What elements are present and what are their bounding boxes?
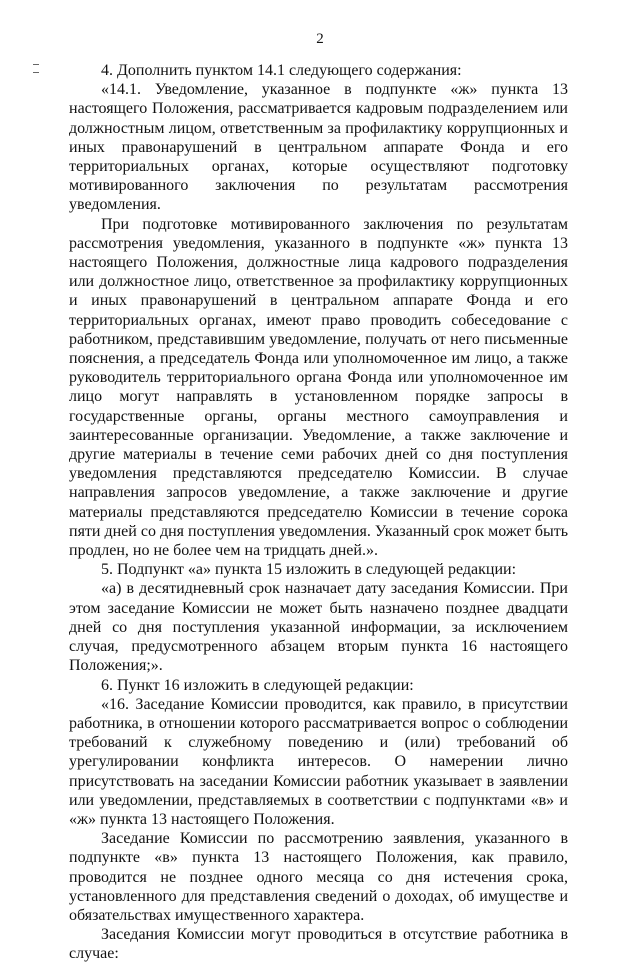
paragraph: «а) в десятидневный срок назначает дату заседания Комиссии. При этом заседание Комиссии не может быть назначено позднее двадцати дней со дня поступления указанной информации, за исключением случая, предусмотренного абзацем вторым пункта 16 настоящего Положения;». <box>69 580 568 675</box>
paragraph: 5. Подпункт «а» пункта 15 изложить в следующей редакции: <box>101 561 517 579</box>
paragraph: «14.1. Уведомление, указанное в подпункте «ж» пункта 13 настоящего Положения, рассматривается кадровым подразделением или должностным лицом, ответственным за профилактику коррупционных и иных правонарушений в центральном аппарате Фонда и его территориальных органах, которые осуществляют подготовку мотивированного заключения по результатам рассмотрения уведомления. <box>69 81 568 214</box>
paragraph: 6. Пункт 16 изложить в следующей редакции: <box>101 676 414 694</box>
margin-mark <box>33 64 39 65</box>
document-body <box>69 61 568 964</box>
paragraph: При подготовке мотивированного заключения по результатам рассмотрения уведомления, указанного в подпункте «ж» пункта 13 настоящего Положения, должностные лица кадрового подразделения или должностное лицо, ответственное за профилактику коррупционных и иных правонарушений в центральном аппарате Фонда и его территориальных органах, имеют право проводить собеседование с работником, представившим уведомление, получать от него письменные пояснения, а председатель Фонда или уполномоченное им лицо, а также руководитель территориального органа Фонда или уполномоченное им лицо могут направлять в установленном порядке запросы в государственные органы, органы местного самоуправления и заинтересованные организации. Уведомление, а также заключение и другие материалы в течение семи рабочих дней со дня поступления уведомления представляются председателю Комиссии. В случае направления запросов уведомление, а также заключение и другие материалы представляются председателю Комиссии в течение сорока пяти дней со дня поступления уведомления. Указанный срок может быть продлен, но не более чем на тридцать дней.». <box>69 215 568 560</box>
paragraph: Заседания Комиссии могут проводиться в отсутствие работника в случае: <box>69 926 568 963</box>
paragraph: Заседание Комиссии по рассмотрению заявления, указанного в подпункте «в» пункта 13 настоящего Положения, как правило, проводится не позднее одного месяца со дня истечения срока, установленного для представления сведений о доходах, об имуществе и обязательствах имущественного характера. <box>69 830 568 924</box>
paragraph: «16. Заседание Комиссии проводится, как правило, в присутствии работника, в отношении которого рассматривается вопрос о соблюдении требований к служебному поведению и (или) требований об урегулировании конфликта интересов. О намерении лично присутствовать на заседании Комиссии работник указывает в заявлении или уведомлении, представляемых в соответствии с подпунктами «в» и «ж» пункта 13 настоящего Положения. <box>69 695 568 828</box>
margin-marks <box>33 64 39 80</box>
paragraph: 4. Дополнить пунктом 14.1 следующего содержания: <box>101 62 462 79</box>
margin-mark <box>33 72 39 73</box>
page-number: 2 <box>316 31 324 47</box>
